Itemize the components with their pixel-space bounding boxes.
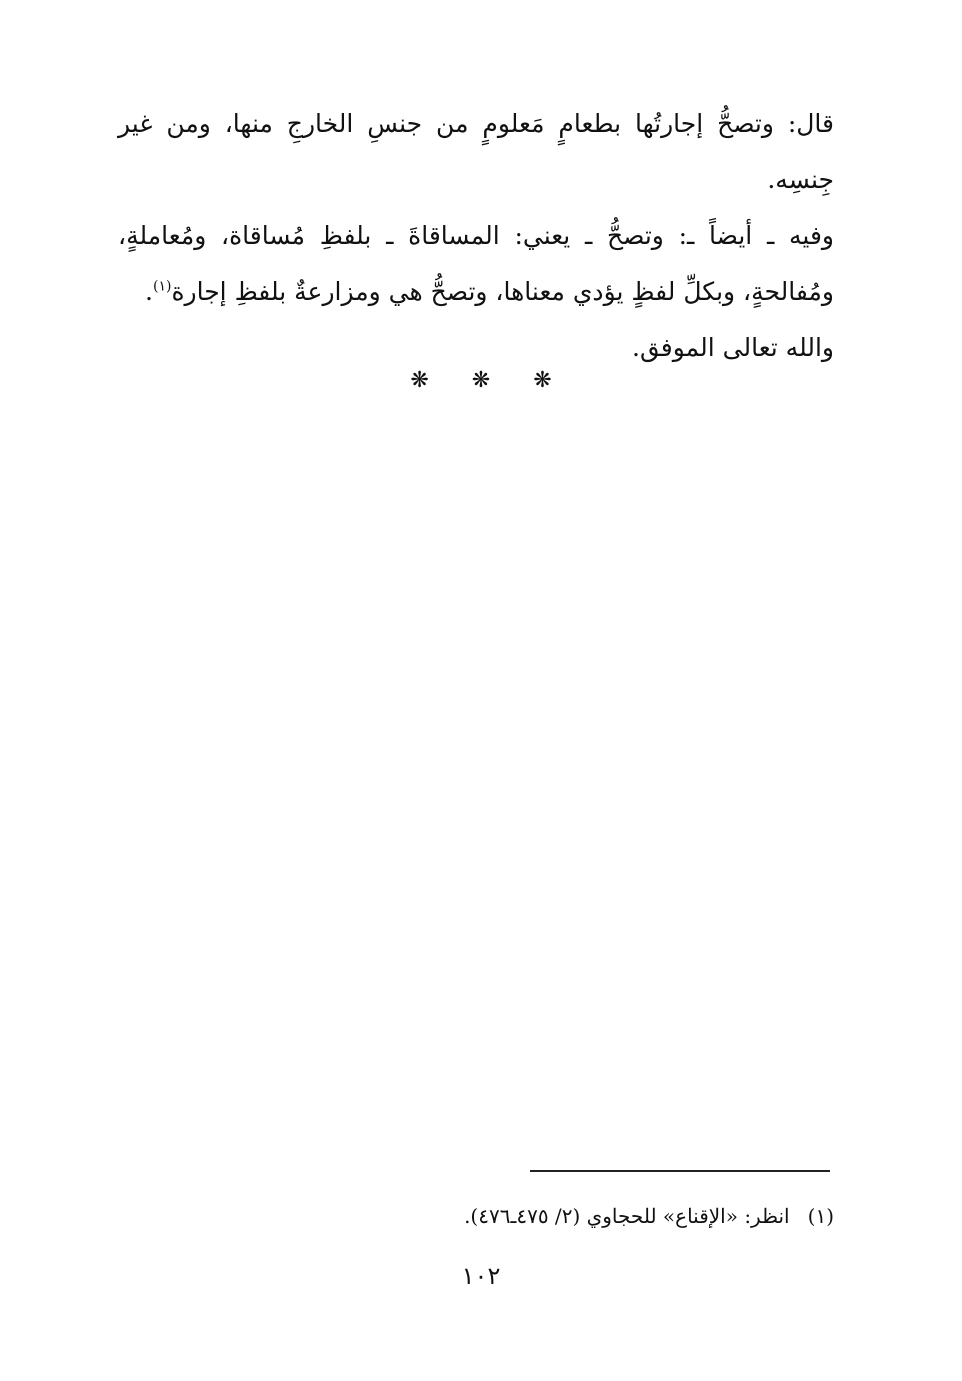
separator-star-icon: ❋ [533,368,552,393]
footnote-divider [530,1170,830,1172]
paragraph-1: قال: وتصحُّ إجارتُها بطعامٍ مَعلومٍ من جنسِ الخارجِ منها، ومن غير جِنسِه. [118,109,834,194]
paragraph-2 [118,208,834,320]
separator-star-icon: ❋ [410,368,429,393]
paragraph-3: والله تعالى الموفق. [632,333,834,362]
main-text [118,96,834,376]
paragraph-2-end: . [145,277,153,306]
page-number: ١٠٢ [461,1262,501,1290]
paragraph-2-text: وفيه ـ أيضاً ـ: وتصحُّ ـ يعني: المساقاةَ ـ بلفظِ مُساقاة، ومُعاملةٍ، ومُفالحةٍ، وبكلِّ لفظٍ يؤدي معناها، وتصحُّ هي ومزارعةٌ بلفظِ إجارة [118,221,834,306]
separator-star-icon: ❋ [471,368,491,393]
footnote-text: انظر: «الإقناع» للحجاوي (٢/ ٤٧٥ـ٤٧٦). [464,1204,790,1228]
footnote-reference[interactable]: (١) [152,278,172,295]
footnote-number: (١) [807,1204,834,1228]
section-separator [0,368,962,393]
footnote [300,1200,834,1232]
